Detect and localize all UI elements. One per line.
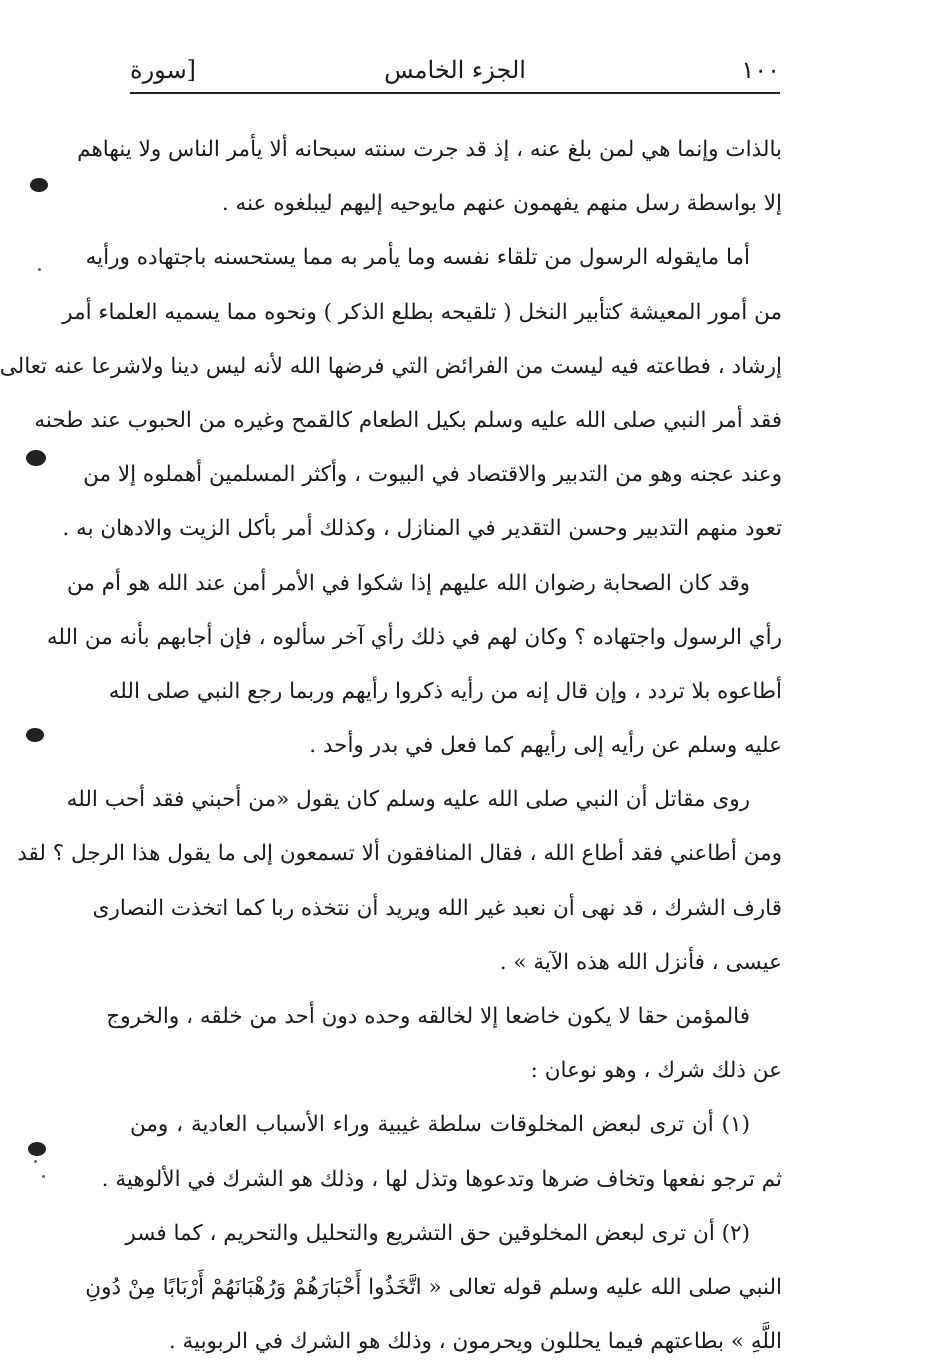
text-line: من أمور المعيشة كتأبير النخل ( تلقيحه بطلع الذكر ) ونحوه مما يسميه العلماء أمر bbox=[62, 299, 782, 325]
text-line: قارف الشرك ، قد نهى أن نعبد غير الله ويريد أن نتخذه ربا كما اتخذت النصارى bbox=[92, 895, 782, 921]
text-line: عيسى ، فأنزل الله هذه الآية » . bbox=[499, 949, 782, 975]
text-line: أما مايقوله الرسول من تلقاء نفسه وما يأمر به مما يستحسنه باجتهاده ورأيه bbox=[85, 245, 750, 271]
text-line: روى مقاتل أن النبي صلى الله عليه وسلم كان يقول «من أحبني فقد أحب الله bbox=[66, 787, 750, 813]
scan-speck bbox=[34, 1160, 37, 1163]
text-line: بالذات وإنما هي لمن بلغ عنه ، إذ قد جرت سنته سبحانه ألا يأمر الناس ولا ينهاهم bbox=[77, 137, 782, 162]
text-line: وعند عجنه وهو من التدبير والاقتصاد في البيوت ، وأكثر المسلمين أهملوه إلا من bbox=[83, 462, 782, 488]
text-line: أطاعوه بلا تردد ، وإن قال إنه من رأيه ذكروا رأيهم وربما رجع النبي صلى الله bbox=[108, 678, 782, 704]
scan-speck bbox=[28, 1142, 46, 1156]
scan-speck bbox=[26, 728, 44, 742]
scan-speck bbox=[26, 450, 46, 466]
running-header bbox=[130, 50, 780, 94]
scan-speck bbox=[38, 268, 41, 271]
text-line: رأي الرسول واجتهاده ؟ وكان لهم في ذلك رأي آخر سألوه ، فإن أجابهم بأنه من الله bbox=[46, 624, 782, 650]
text-line: ثم ترجو نفعها وتخاف ضرها وتدعوها وتذل لها ، وذلك هو الشرك في الألوهية . bbox=[101, 1166, 782, 1192]
sura-label: [سورة bbox=[130, 56, 197, 84]
text-line: إلا بواسطة رسل منهم يفهمون عنهم مايوحيه إليهم ليبلغوه عنه . bbox=[221, 191, 782, 217]
text-line: اللَّهِ » بطاعتهم فيما يحللون ويحرمون ، وذلك هو الشرك في الربوبية . bbox=[168, 1329, 782, 1355]
text-line: عن ذلك شرك ، وهو نوعان : bbox=[530, 1058, 782, 1084]
text-line: ومن أطاعني فقد أطاع الله ، فقال المنافقون ألا تسمعون إلى ما يقول هذا الرجل ؟ لقد bbox=[17, 841, 782, 867]
header-rule bbox=[130, 92, 780, 94]
page-number: ١٠٠ bbox=[741, 56, 780, 84]
text-line: (٢) أن ترى لبعض المخلوقين حق التشريع والتحليل والتحريم ، كما فسر bbox=[125, 1220, 750, 1246]
body-text bbox=[0, 123, 782, 1369]
scan-speck bbox=[42, 1175, 45, 1178]
text-line: عليه وسلم عن رأيه إلى رأيهم كما فعل في بدر وأحد . bbox=[309, 733, 782, 759]
text-line: فالمؤمن حقا لا يكون خاضعا إلا لخالقه وحده دون أحد من خلقه ، والخروج bbox=[106, 1004, 750, 1029]
text-line: (١) أن ترى لبعض المخلوقات سلطة غيبية وراء الأسباب العادية ، ومن bbox=[130, 1112, 750, 1138]
text-line: وقد كان الصحابة رضوان الله عليهم إذا شكوا في الأمر أمن عند الله هو أم من bbox=[66, 570, 750, 596]
scan-speck bbox=[30, 178, 48, 192]
part-title: الجزء الخامس bbox=[384, 56, 526, 84]
text-line: إرشاد ، فطاعته فيه ليست من الفرائض التي فرضها الله لأنه ليس دينا ولاشرعا عنه تعالى bbox=[0, 353, 782, 379]
text-line: تعود منهم التدبير وحسن التقدير في المنازل ، وكذلك أمر بأكل الزيت والادهان به . bbox=[62, 516, 782, 542]
text-line: فقد أمر النبي صلى الله عليه وسلم بكيل الطعام كالقمح وغيره من الحبوب عند طحنه bbox=[34, 407, 782, 433]
text-line: النبي صلى الله عليه وسلم قوله تعالى « اتَّخَذُوا أَحْبَارَهُمْ وَرُهْبَانَهُمْ أَرْبَابًا مِنْ دُونِ bbox=[85, 1274, 782, 1300]
